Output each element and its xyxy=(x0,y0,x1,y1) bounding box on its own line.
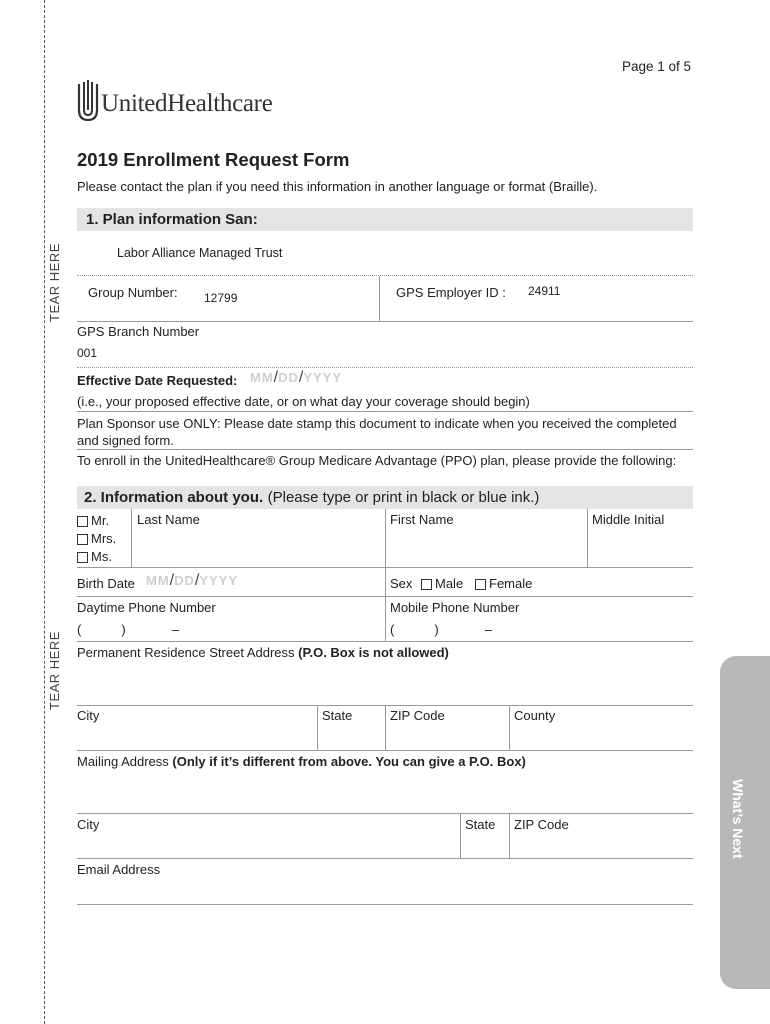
title-ms-option[interactable]: Ms. xyxy=(77,549,112,564)
residence-county-field[interactable]: County xyxy=(514,708,556,723)
enroll-note: To enroll in the UnitedHealthcare® Group Medicare Advantage (PPO) plan, please provide the following: xyxy=(77,453,677,468)
divider xyxy=(385,568,386,641)
divider xyxy=(587,509,588,567)
gps-employer-id-label: GPS Employer ID : xyxy=(396,285,506,300)
divider xyxy=(77,858,693,859)
divider xyxy=(77,275,693,276)
sex-female-option[interactable]: Female xyxy=(475,576,532,591)
gps-branch-number-field[interactable]: 001 xyxy=(77,346,98,360)
sex-male-option[interactable]: Male xyxy=(421,576,463,591)
brand-name: UnitedHealthcare xyxy=(101,90,273,117)
checkbox-icon xyxy=(77,552,88,563)
divider xyxy=(77,367,693,368)
date-day-placeholder: DD xyxy=(174,573,195,588)
title-mrs-option[interactable]: Mrs. xyxy=(77,531,116,546)
sex-label: Sex xyxy=(390,576,413,591)
divider xyxy=(379,276,380,321)
checkbox-icon xyxy=(475,579,486,590)
residence-city-field[interactable]: City xyxy=(77,708,100,723)
daytime-phone-field[interactable]: ( ) – xyxy=(77,622,179,637)
residence-address-field[interactable]: Permanent Residence Street Address (P.O. Box is not allowed) xyxy=(77,645,449,660)
effective-date-field[interactable]: MM/DD/YYYY xyxy=(250,369,343,386)
birth-date-field[interactable]: MM/DD/YYYY xyxy=(146,572,239,589)
group-number-label: Group Number: xyxy=(88,285,178,300)
mailing-address-field[interactable]: Mailing Address (Only if it’s different from above. You can give a P.O. Box) xyxy=(77,754,526,769)
language-note: Please contact the plan if you need this information in another language or format (Braille). xyxy=(77,179,598,194)
divider xyxy=(77,641,693,642)
divider xyxy=(509,813,510,858)
sponsor-note: Plan Sponsor use ONLY: Please date stamp this document to indicate when you received the completed and signed form. xyxy=(77,416,677,448)
divider xyxy=(77,596,693,597)
tear-here-label: TEAR HERE xyxy=(47,243,62,322)
divider xyxy=(385,705,386,750)
mailing-state-field[interactable]: State xyxy=(465,817,496,832)
email-address-field[interactable]: Email Address xyxy=(77,862,161,877)
date-year-placeholder: YYYY xyxy=(303,370,343,385)
whats-next-tab-label: What’s Next xyxy=(730,779,746,859)
effective-date-note: (i.e., your proposed effective date, or on what day your coverage should begin) xyxy=(77,394,530,409)
mailing-zip-field[interactable]: ZIP Code xyxy=(514,817,569,832)
checkbox-icon xyxy=(77,516,88,527)
date-year-placeholder: YYYY xyxy=(199,573,239,588)
group-number-field[interactable]: 12799 xyxy=(204,291,238,305)
birth-date-label: Birth Date xyxy=(77,576,135,591)
divider xyxy=(77,321,693,322)
gps-branch-number-label: GPS Branch Number xyxy=(77,324,200,339)
section2-heading: 2. Information about you. (Please type or print in black or blue ink.) xyxy=(84,489,540,506)
residence-zip-field[interactable]: ZIP Code xyxy=(390,708,445,723)
gps-employer-id-field[interactable]: 24911 xyxy=(528,284,561,298)
section1-heading: 1. Plan information San: xyxy=(86,211,258,228)
mailing-city-field[interactable]: City xyxy=(77,817,100,832)
title-mr-option[interactable]: Mr. xyxy=(77,513,109,528)
effective-date-label: Effective Date Requested: xyxy=(77,373,238,388)
divider xyxy=(509,705,510,750)
date-day-placeholder: DD xyxy=(278,370,299,385)
tear-line xyxy=(44,0,45,1024)
tear-here-label: TEAR HERE xyxy=(47,631,62,710)
first-name-field[interactable]: First Name xyxy=(390,512,454,527)
last-name-field[interactable]: Last Name xyxy=(137,512,200,527)
brand-logo-icon xyxy=(77,80,99,122)
divider xyxy=(131,509,132,567)
daytime-phone-label: Daytime Phone Number xyxy=(77,600,216,615)
checkbox-icon xyxy=(421,579,432,590)
mobile-phone-label: Mobile Phone Number xyxy=(390,600,520,615)
date-month-placeholder: MM xyxy=(250,370,274,385)
page-indicator: Page 1 of 5 xyxy=(622,59,692,74)
divider xyxy=(77,904,693,905)
page-title: 2019 Enrollment Request Form xyxy=(77,149,350,170)
divider xyxy=(77,449,693,450)
divider xyxy=(77,813,693,814)
residence-state-field[interactable]: State xyxy=(322,708,353,723)
divider xyxy=(77,411,693,412)
date-month-placeholder: MM xyxy=(146,573,170,588)
mobile-phone-field[interactable]: ( ) – xyxy=(390,622,492,637)
middle-initial-field[interactable]: Middle Initial xyxy=(592,512,665,527)
divider xyxy=(317,705,318,750)
divider xyxy=(385,509,386,567)
plan-name-value: Labor Alliance Managed Trust xyxy=(117,246,283,260)
checkbox-icon xyxy=(77,534,88,545)
divider xyxy=(77,750,693,751)
divider xyxy=(460,813,461,858)
